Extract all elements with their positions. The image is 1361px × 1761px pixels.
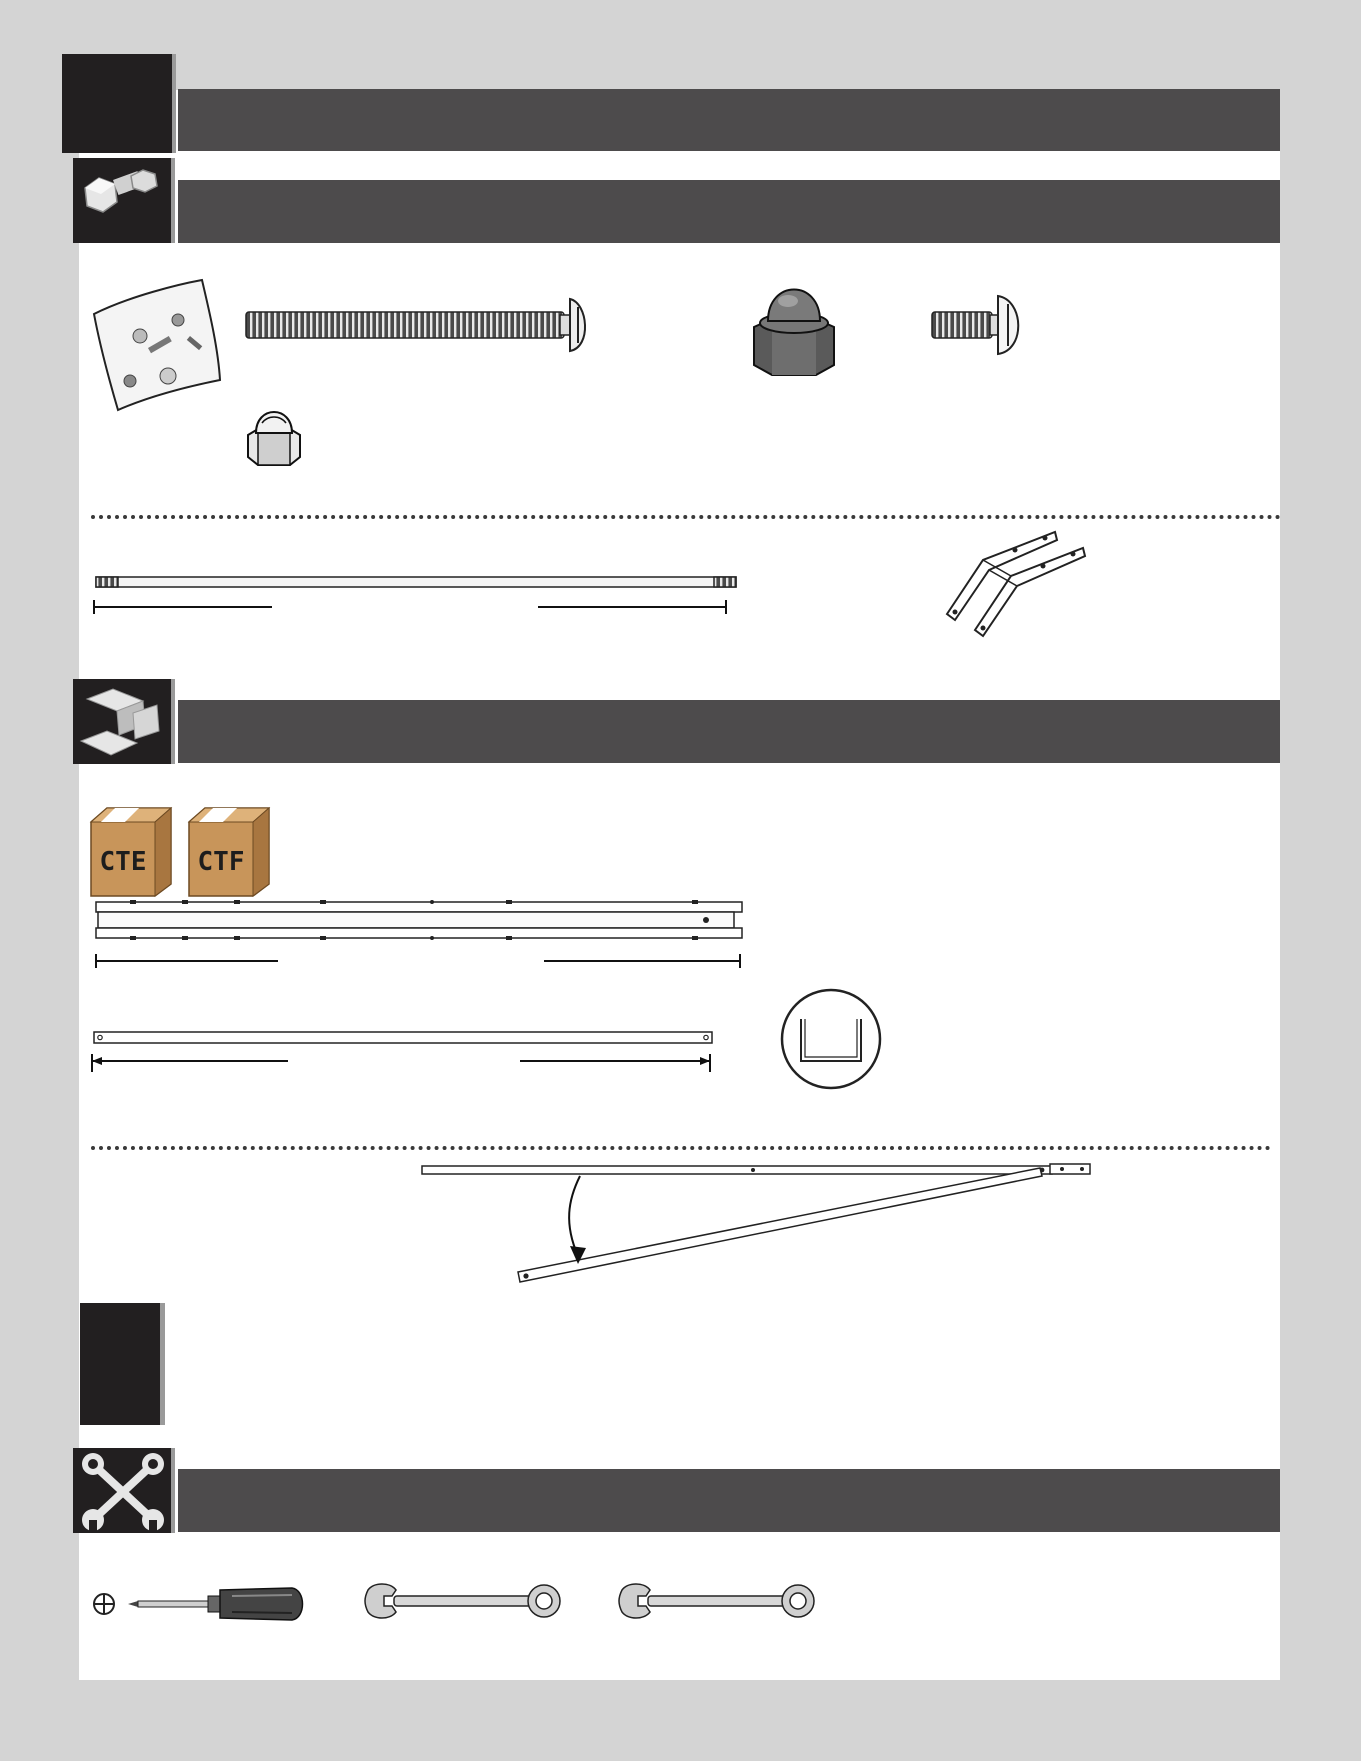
section-divider bbox=[91, 515, 1281, 519]
hardware-boxes bbox=[89, 806, 279, 898]
section-divider bbox=[91, 1146, 1271, 1150]
phillips-screwdriver-image bbox=[92, 1580, 306, 1630]
channel-rail-image bbox=[92, 898, 752, 978]
step-number-block bbox=[62, 54, 172, 153]
threaded-rod-image bbox=[90, 570, 740, 620]
folding-brace-diagram bbox=[420, 1160, 1092, 1300]
short-screw-image bbox=[930, 294, 1026, 356]
box-label-cte: CTE bbox=[99, 847, 147, 877]
tools-header-bar bbox=[178, 1469, 1280, 1532]
hardware-header-bar bbox=[178, 180, 1280, 243]
nut-and-bolt-icon bbox=[73, 158, 171, 243]
box-cte bbox=[91, 808, 171, 896]
profile-detail-circle bbox=[779, 987, 883, 1091]
side-step-block bbox=[80, 1303, 160, 1425]
cap-nut-small-image bbox=[244, 407, 304, 467]
box-label-ctf: CTF bbox=[197, 847, 245, 877]
hardware-bag-image bbox=[90, 276, 225, 413]
parts-header-bar bbox=[178, 700, 1280, 763]
parts-icon-box bbox=[73, 679, 171, 764]
long-bolt-image bbox=[244, 293, 594, 357]
crossed-wrenches-icon bbox=[73, 1448, 171, 1533]
cap-nut-large-image bbox=[750, 283, 838, 379]
box-ctf bbox=[189, 808, 269, 896]
bracket-parts-icon bbox=[73, 679, 171, 764]
combination-wrench-2-image bbox=[620, 1582, 816, 1622]
flat-strip-image bbox=[90, 1028, 718, 1078]
angled-brackets-image bbox=[945, 530, 1085, 652]
step-header-bar bbox=[178, 89, 1280, 151]
combination-wrench-1-image bbox=[366, 1582, 562, 1622]
hardware-icon-box bbox=[73, 158, 171, 243]
tools-icon-box bbox=[73, 1448, 171, 1533]
